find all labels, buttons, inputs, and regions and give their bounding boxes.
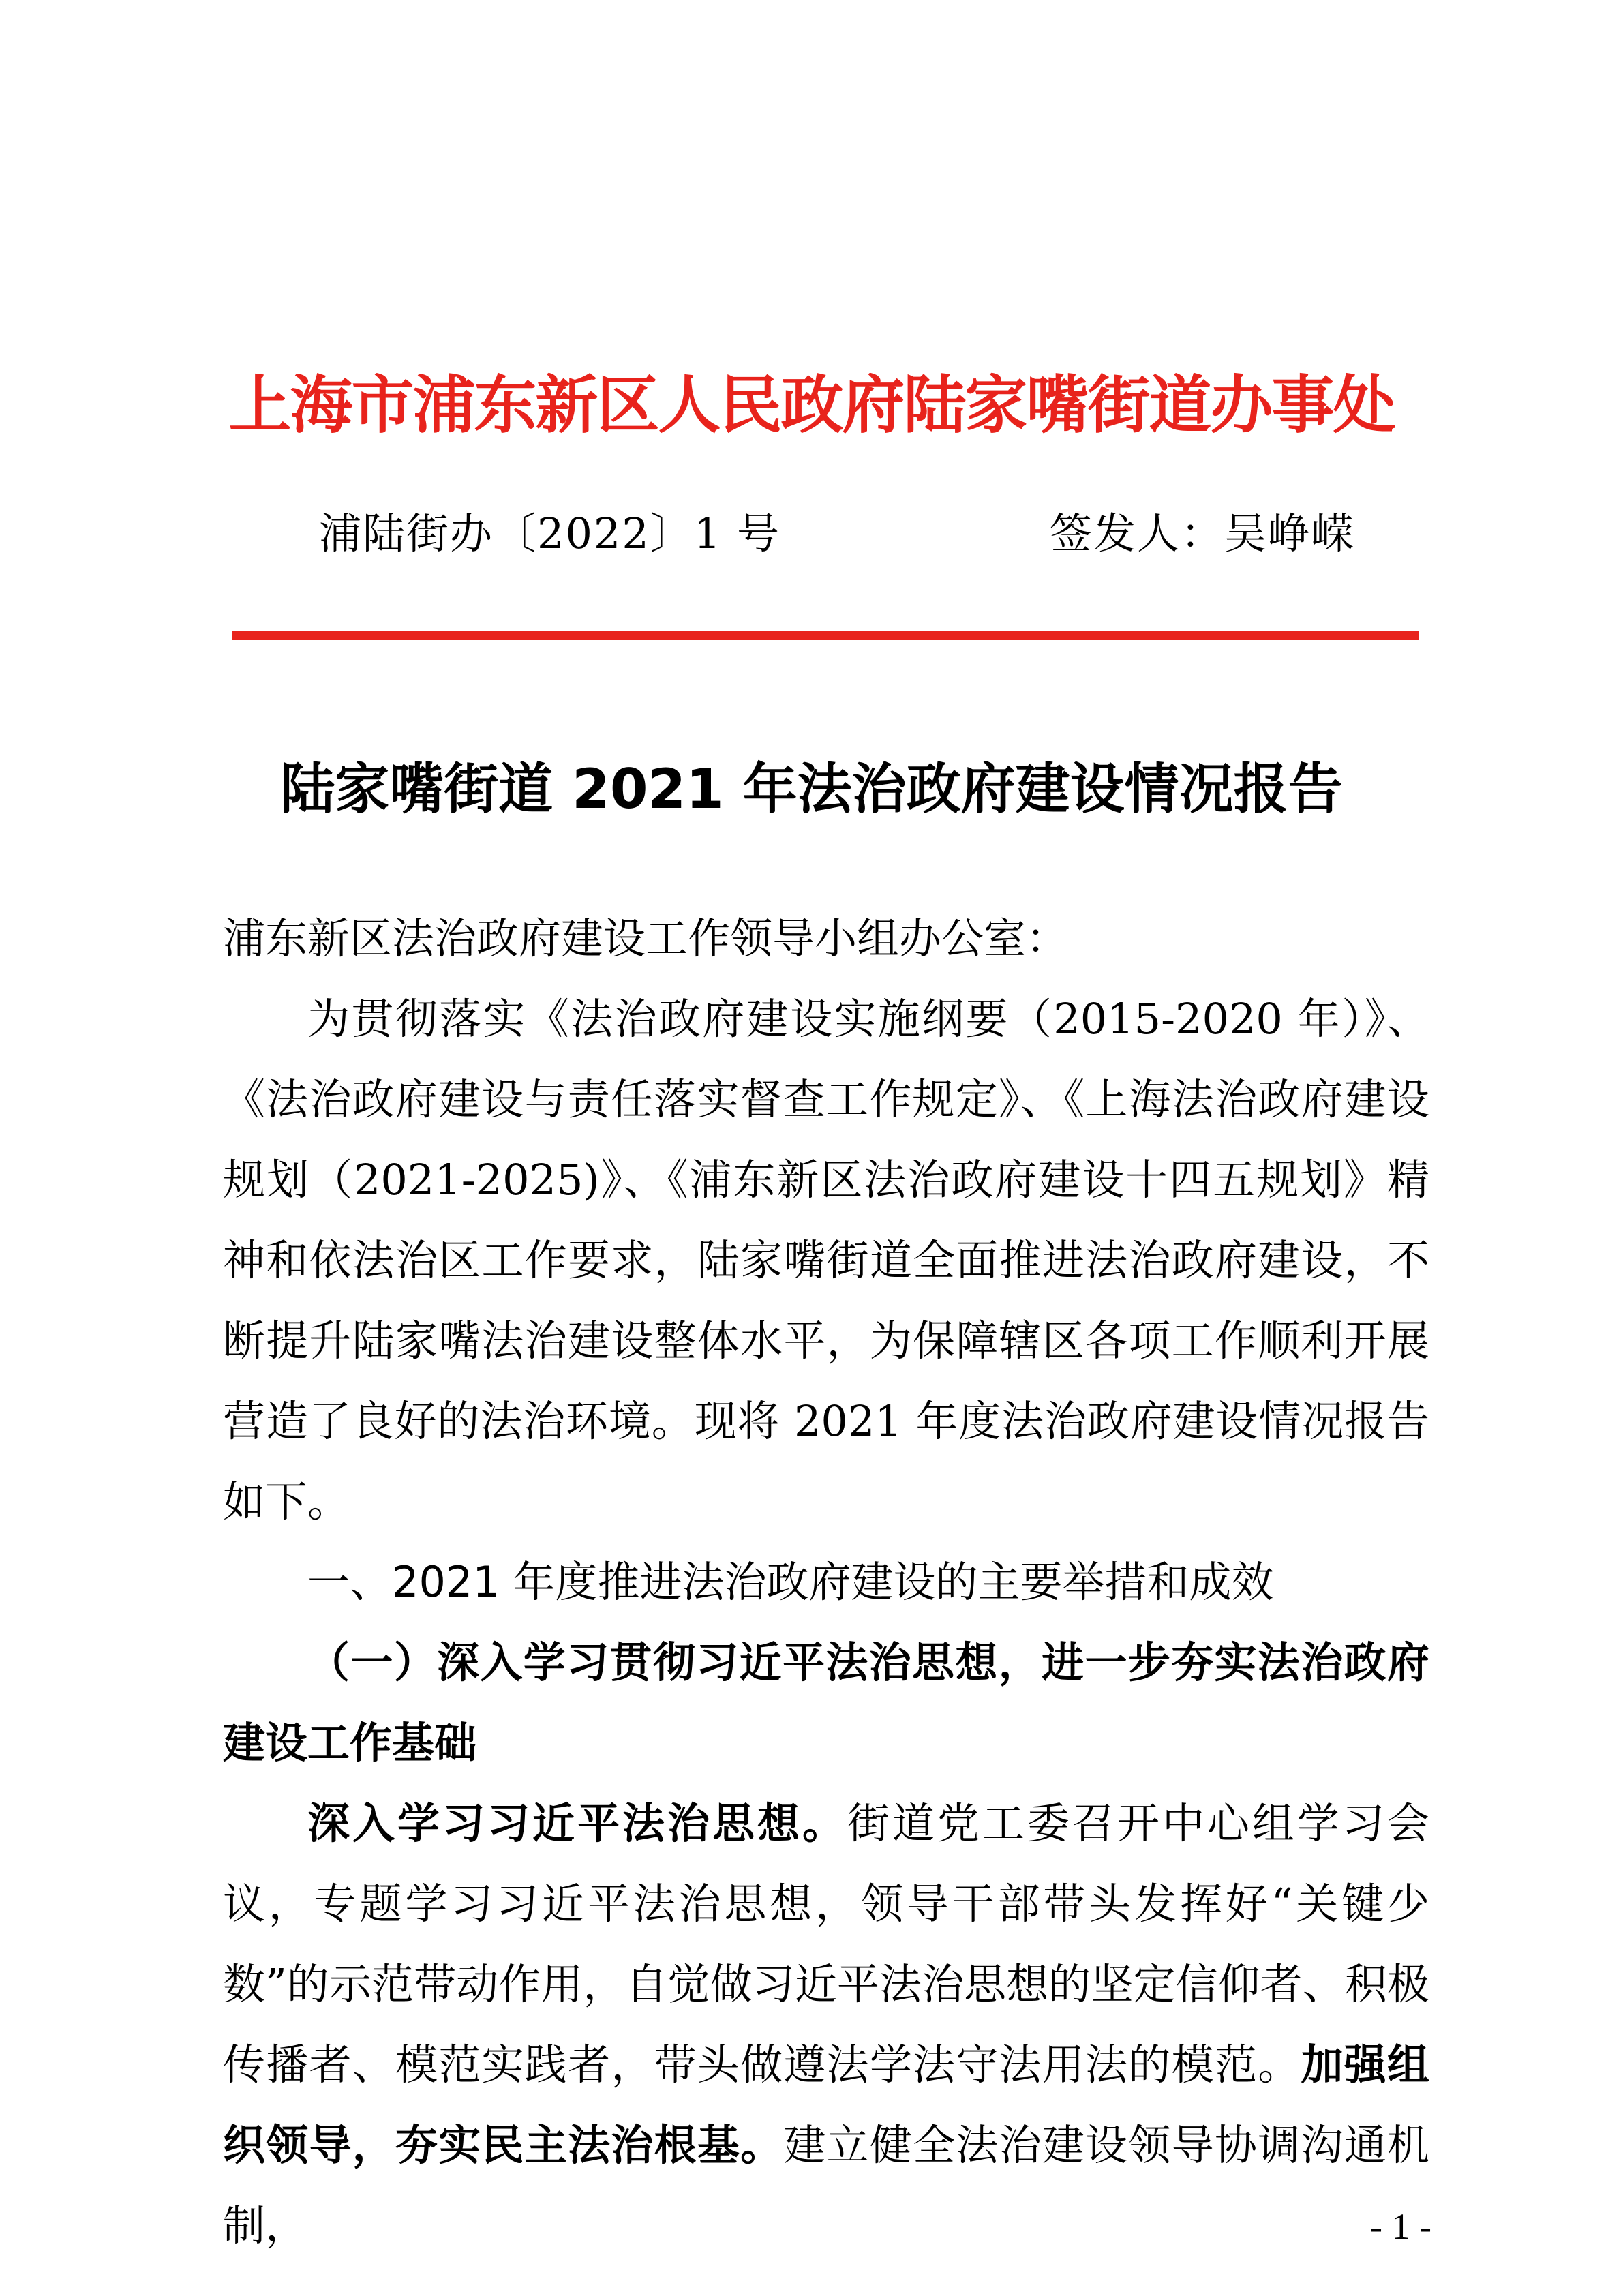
signer: 签发人：吴峥嵘 [1050,509,1356,558]
body-paragraph [223,1783,1429,2266]
red-separator-line [232,631,1419,640]
section-heading: 一、2021 年度推进法治政府建设的主要举措和成效 [307,1557,1274,1607]
subsection-heading: （一）深入学习贯彻习近平法治思想，进一步夯实法治政府建设工作基础 [223,1637,1429,1768]
document-number: 浦陆街办〔2022〕1 号 [319,509,780,558]
paragraph-text-2: 建立健全法治建设领导协调沟通机制， [223,2120,1429,2250]
paragraph-lead-phrase: 深入学习习近平法治思想。 [307,1798,847,1848]
paragraph-text: 街道党工委召开中心组学习会议，专题学习习近平法治思想，领导干部带头发挥好“关键少数”的示范带动作用，自觉做习近平法治思想的坚定信仰者、积极传播者、模范实践者，带头做遵法学法守法用法的模范。 [223,1798,1429,2089]
page-number: - 1 - [1370,2206,1431,2247]
paragraph-lead-phrase-2: 加强组织领导，夯实民主法治根基。 [223,2040,1429,2170]
salutation: 浦东新区法治政府建设工作领导小组办公室： [223,913,1069,963]
issuing-organization-header: 上海市浦东新区人民政府陆家嘴街道办事处 [228,369,1395,442]
document-body [223,898,1429,2266]
document-title: 陆家嘴街道 2021 年法治政府建设情况报告 [280,757,1343,821]
intro-paragraph: 为贯彻落实《法治政府建设实施纲要（2015-2020 年）》、《法治政府建设与责任落实督查工作规定》、《上海法治政府建设规划（2021-2025)》、《浦东新区法治政府建设十四五规划》精神和依法治区工作要求，陆家嘴街道全面推进法治政府建设，不断提升陆家嘴法治建设整体水平，为保障辖区各项工作顺利开展营造了良好的法治环境。现将 2021 年度法治政府建设情况报告如下。 [223,994,1429,1526]
